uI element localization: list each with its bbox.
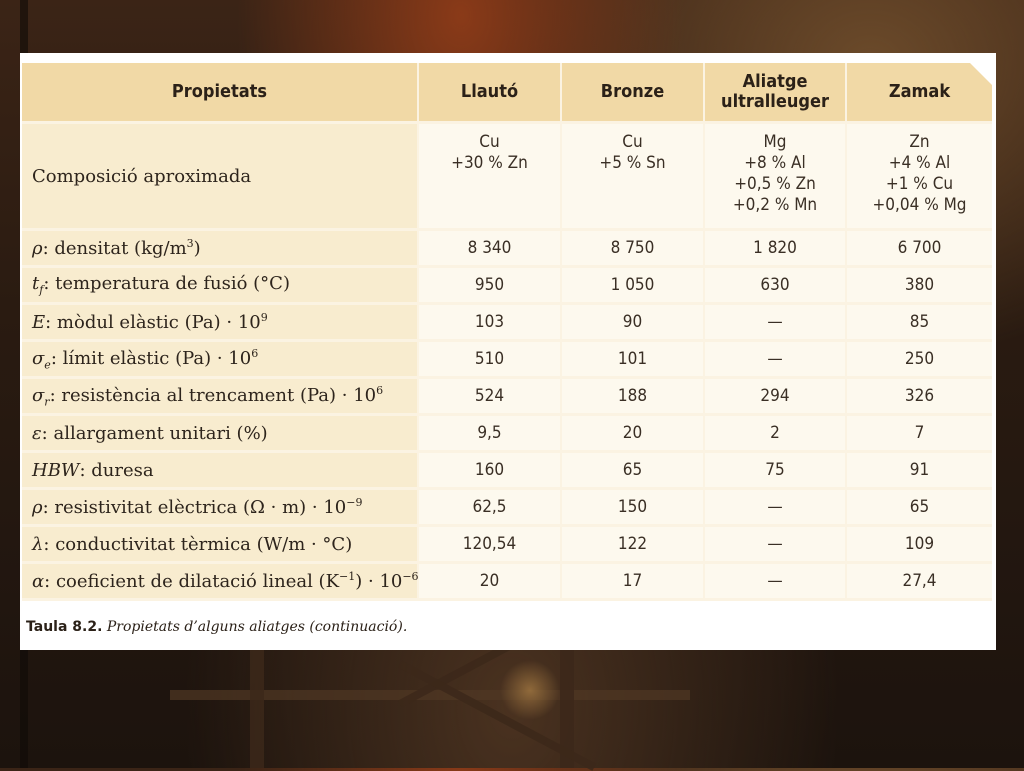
- composition-line: +4 % Al: [888, 153, 951, 173]
- value-cell: 65: [847, 490, 992, 527]
- composition-cell: [847, 124, 992, 231]
- value-cell: 510: [419, 342, 562, 379]
- row-label: [22, 231, 419, 268]
- value-cell: 20: [562, 416, 705, 453]
- value-cell: 101: [562, 342, 705, 379]
- value-cell: 85: [847, 305, 992, 342]
- header-cell: Aliatge ultralleuger: [705, 63, 847, 124]
- row-symbol: ρ: [32, 497, 43, 518]
- value-cell: 62,5: [419, 490, 562, 527]
- value-cell: 91: [847, 453, 992, 490]
- row-symbol: σ: [32, 384, 45, 406]
- row-text-tail: ): [193, 238, 201, 259]
- row-label: Composició aproximada: [22, 124, 419, 231]
- row-text: : densitat (kg/m: [42, 238, 187, 259]
- row-subscript: r: [44, 395, 50, 409]
- value-cell: 1 050: [562, 268, 705, 305]
- value-cell: 17: [562, 564, 705, 601]
- value-cell: 90: [562, 305, 705, 342]
- value-cell: 7: [847, 416, 992, 453]
- row-superscript: 6: [376, 383, 384, 397]
- value-cell: 20: [419, 564, 562, 601]
- table-caption: [26, 619, 407, 635]
- row-superscript: −6: [402, 570, 419, 583]
- header-cell: Zamak: [847, 63, 992, 124]
- value-cell: 630: [705, 268, 847, 305]
- value-cell: 122: [562, 527, 705, 564]
- value-cell: 27,4: [847, 564, 992, 601]
- value-cell: 294: [705, 379, 847, 416]
- composition-line: +30 % Zn: [451, 153, 528, 173]
- value-cell: —: [705, 527, 847, 564]
- row-label: [22, 342, 419, 379]
- row-subscript: e: [44, 358, 51, 372]
- row-symbol: σ: [32, 347, 45, 369]
- row-superscript: 3: [186, 237, 194, 250]
- row-text: : resistència al trencament (Pa) · 10: [49, 384, 377, 406]
- table-header-row: [22, 63, 992, 124]
- row-text: : allargament unitari (%): [41, 422, 268, 444]
- value-cell: 8 750: [562, 231, 705, 268]
- row-text: : duresa: [79, 459, 154, 481]
- value-cell: 9,5: [419, 416, 562, 453]
- row-label: [22, 490, 419, 527]
- composition-line: Cu: [622, 132, 643, 152]
- composition-line: Zn: [909, 132, 930, 152]
- table-sheet: [20, 53, 996, 650]
- value-cell: 380: [847, 268, 992, 305]
- background-glow: [500, 660, 560, 720]
- header-cell: Bronze: [562, 63, 705, 124]
- row-subscript: f: [39, 283, 44, 297]
- value-cell: 6 700: [847, 231, 992, 268]
- caption-text: Propietats d’alguns aliatges (continuació).: [106, 619, 408, 635]
- table-row: [22, 490, 992, 527]
- composition-line: +0,04 % Mg: [872, 195, 967, 215]
- table-row: [22, 379, 992, 416]
- row-text: : temperatura de fusió (°C): [43, 273, 290, 295]
- row-symbol: α: [32, 571, 45, 592]
- value-cell: 103: [419, 305, 562, 342]
- value-cell: 326: [847, 379, 992, 416]
- row-superscript: −9: [346, 496, 363, 509]
- value-cell: 950: [419, 268, 562, 305]
- caption-number: Taula 8.2.: [26, 619, 103, 635]
- composition-line: +8 % Al: [744, 153, 806, 173]
- composition-cell: [705, 124, 847, 231]
- value-cell: —: [705, 564, 847, 601]
- row-text-tail: ) · 10: [355, 571, 403, 592]
- table-row: [22, 231, 992, 268]
- row-label: [22, 379, 419, 416]
- value-cell: 2: [705, 416, 847, 453]
- composition-cell: [562, 124, 705, 231]
- row-label: [22, 453, 419, 490]
- header-corner-notch: [970, 63, 992, 85]
- table-row: [22, 564, 992, 601]
- value-cell: 8 340: [419, 231, 562, 268]
- value-cell: 75: [705, 453, 847, 490]
- value-cell: 109: [847, 527, 992, 564]
- row-superscript: 6: [251, 346, 259, 360]
- row-label: [22, 268, 419, 305]
- composition-line: +5 % Sn: [599, 153, 666, 173]
- value-cell: 188: [562, 379, 705, 416]
- value-cell: 160: [419, 453, 562, 490]
- row-label: [22, 564, 419, 601]
- row-text: : resistivitat elèctrica (Ω · m) · 10: [42, 497, 347, 518]
- row-symbol: HBW: [32, 459, 80, 481]
- table-row: [22, 453, 992, 490]
- value-cell: —: [705, 305, 847, 342]
- row-text: : conductivitat tèrmica (W/m · °C): [43, 533, 353, 555]
- header-cell: Llautó: [419, 63, 562, 124]
- value-cell: 120,54: [419, 527, 562, 564]
- row-symbol: λ: [32, 533, 44, 555]
- composition-line: +0,2 % Mn: [732, 195, 818, 215]
- value-cell: —: [705, 342, 847, 379]
- table-row: [22, 305, 992, 342]
- table-row: [22, 268, 992, 305]
- composition-line: Cu: [479, 132, 500, 152]
- row-symbol: E: [32, 312, 46, 333]
- value-cell: 150: [562, 490, 705, 527]
- table-container: [22, 63, 994, 653]
- value-cell: 65: [562, 453, 705, 490]
- row-symbol: t: [32, 273, 40, 295]
- row-label: [22, 305, 419, 342]
- background-beam: [250, 650, 264, 768]
- row-symbol: ρ: [32, 238, 43, 259]
- row-label: [22, 416, 419, 453]
- table-row-composition: [22, 124, 992, 231]
- composition-cell: [419, 124, 562, 231]
- composition-line: Mg: [763, 132, 787, 152]
- composition-line: +0,5 % Zn: [734, 174, 816, 194]
- row-text: : coeficient de dilatació lineal (K: [44, 571, 340, 592]
- row-text: : mòdul elàstic (Pa) · 10: [45, 312, 261, 333]
- table-row: [22, 416, 992, 453]
- composition-line: +1 % Cu: [885, 174, 954, 194]
- row-label: [22, 527, 419, 564]
- value-cell: 1 820: [705, 231, 847, 268]
- value-cell: 524: [419, 379, 562, 416]
- row-text: : límit elàstic (Pa) · 10: [50, 347, 252, 369]
- table-row: [22, 342, 992, 379]
- header-cell: Propietats: [22, 63, 419, 124]
- row-superscript: 9: [260, 311, 268, 324]
- value-cell: 250: [847, 342, 992, 379]
- row-symbol: ε: [32, 422, 42, 444]
- value-cell: —: [705, 490, 847, 527]
- table-row: [22, 527, 992, 564]
- row-superscript: −1: [339, 570, 356, 583]
- properties-table: [22, 63, 992, 601]
